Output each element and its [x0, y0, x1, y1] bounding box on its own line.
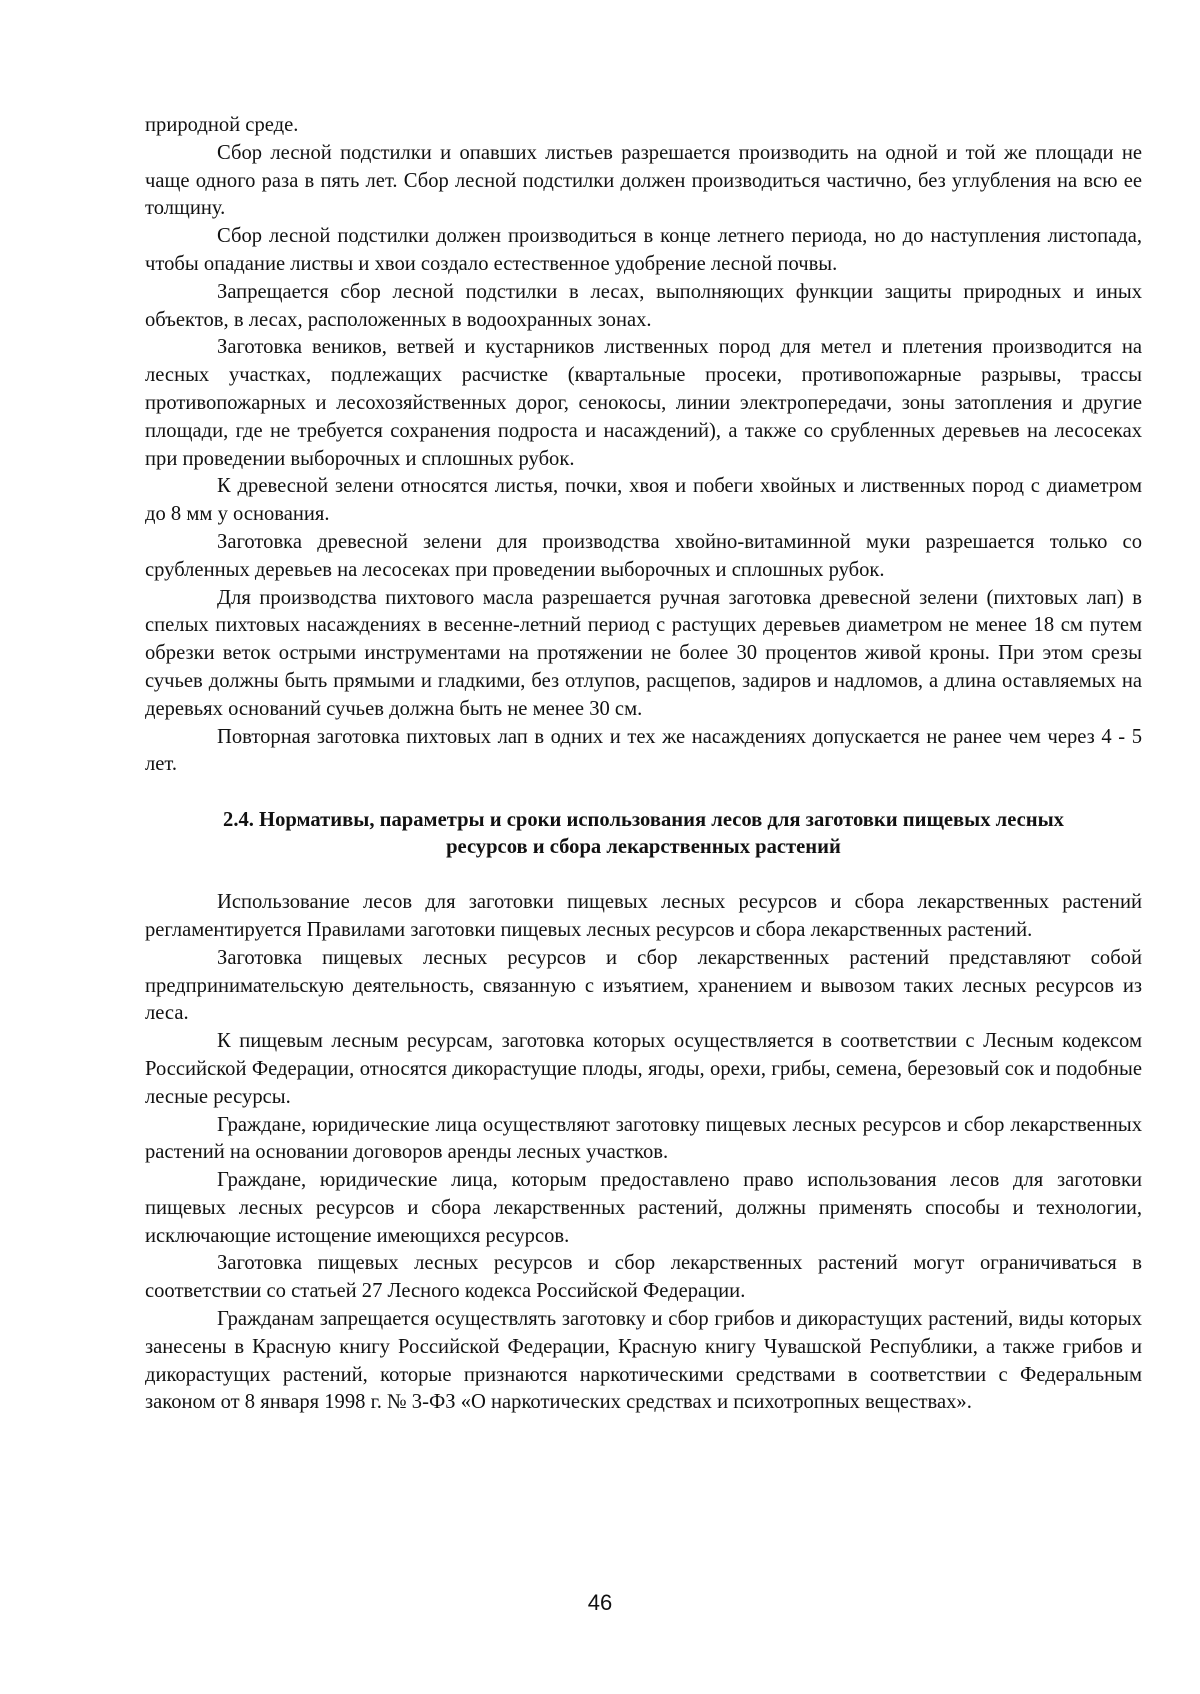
paragraph: Заготовка древесной зелени для производства хвойно-витаминной муки разрешается только со срубленных деревьев на лесосеках при проведении выборочных и сплошных рубок.	[145, 530, 1142, 581]
paragraph: Граждане, юридические лица осуществляют заготовку пищевых лесных ресурсов и сбор лекарственных растений на основании договоров аренды лесных участков.	[145, 1113, 1142, 1164]
paragraph: Запрещается сбор лесной подстилки в лесах, выполняющих функции защиты природных и иных объектов, в лесах, расположенных в водоохранных зонах.	[145, 280, 1142, 331]
paragraph: Сбор лесной подстилки и опавших листьев разрешается производить на одной и той же площади не чаще одного раза в пять лет. Сбор лесной подстилки должен производиться частично, без углубления на всю ее толщину.	[145, 141, 1142, 220]
paragraph: Использование лесов для заготовки пищевых лесных ресурсов и сбора лекарственных растений регламентируется Правилами заготовки пищевых лесных ресурсов и сбора лекарственных растений.	[145, 891, 1142, 941]
paragraph: Сбор лесной подстилки должен производиться в конце летнего периода, но до наступления листопада, чтобы опадание листвы и хвои создало естественное удобрение лесной почвы.	[145, 225, 1142, 275]
text-block-before-heading	[145, 112, 1142, 779]
paragraph: К древесной зелени относятся листья, почки, хвоя и побеги хвойных и лиственных пород с диаметром до 8 мм у основания.	[145, 475, 1142, 526]
paragraph: Заготовка веников, ветвей и кустарников лиственных пород для метел и плетения производится на лесных участках, подлежащих расчистке (квартальные просеки, противопожарные разрывы, трассы противопожарных и лесохозяйственных дорог, сенокосы, линии электропередачи, зоны затопления и другие площади, где не требуется сохранения подроста и насаждений), а также со срубленных деревьев на лесосеках при проведении выборочных и сплошных рубок.	[145, 336, 1142, 470]
paragraph: К пищевым лесным ресурсам, заготовка которых осуществляется в соответствии с Лесным кодексом Российской Федерации, относятся дикорастущие плоды, ягоды, орехи, грибы, семена, березовый сок и подобные лесные ресурсы.	[145, 1030, 1142, 1108]
paragraph: Для производства пихтового масла разрешается ручная заготовка древесной зелени (пихтовых лап) в спелых пихтовых насаждениях в весенне-летний период с растущих деревьев диаметром не менее 18 см путем обрезки веток острыми инструментами на протяжении не более 30 процентов живой кроны. При этом срезы сучьев должны быть прямыми и гладкими, без отлупов, расщепов, задиров и надломов, а длина оставляемых на деревьях оснований сучьев должна быть не менее 30 см.	[145, 586, 1142, 720]
page-number: 46	[587, 1590, 613, 1615]
text-block-after-heading	[145, 889, 1142, 1417]
paragraph: Гражданам запрещается осуществлять заготовку и сбор грибов и дикорастущих растений, виды которых занесены в Красную книгу Российской Федерации, Красную книгу Чувашской Республики, а также грибов и дикорастущих растений, которые признаются наркотическими средствами в соответствии с Федеральным законом от 8 января 1998 г. № 3-ФЗ «О наркотических средствах и психотропных веществах».	[145, 1308, 1142, 1414]
paragraph: природной среде.	[145, 114, 299, 136]
paragraph: Заготовка пищевых лесных ресурсов и сбор лекарственных растений могут ограничиваться в соответствии со статьей 27 Лесного кодекса Российской Федерации.	[145, 1252, 1142, 1303]
page-body	[145, 112, 1142, 1417]
paragraph: Граждане, юридические лица, которым предоставлено право использования лесов для заготовки пищевых лесных ресурсов и сбора лекарственных растений, должны применять способы и технологии, исключающие истощение имеющихся ресурсов.	[145, 1169, 1142, 1247]
paragraph: Заготовка пищевых лесных ресурсов и сбор лекарственных растений представляют собой предпринимательскую деятельность, связанную с изъятием, хранением и вывозом таких лесных ресурсов из леса.	[145, 946, 1142, 1025]
section-heading: 2.4. Нормативы, параметры и сроки использования лесов для заготовки пищевых лесных ресурсов и сбора лекарственных растений	[223, 809, 1064, 859]
paragraph: Повторная заготовка пихтовых лап в одних и тех же насаждениях допускается не ранее чем через 4 - 5 лет.	[145, 725, 1142, 776]
